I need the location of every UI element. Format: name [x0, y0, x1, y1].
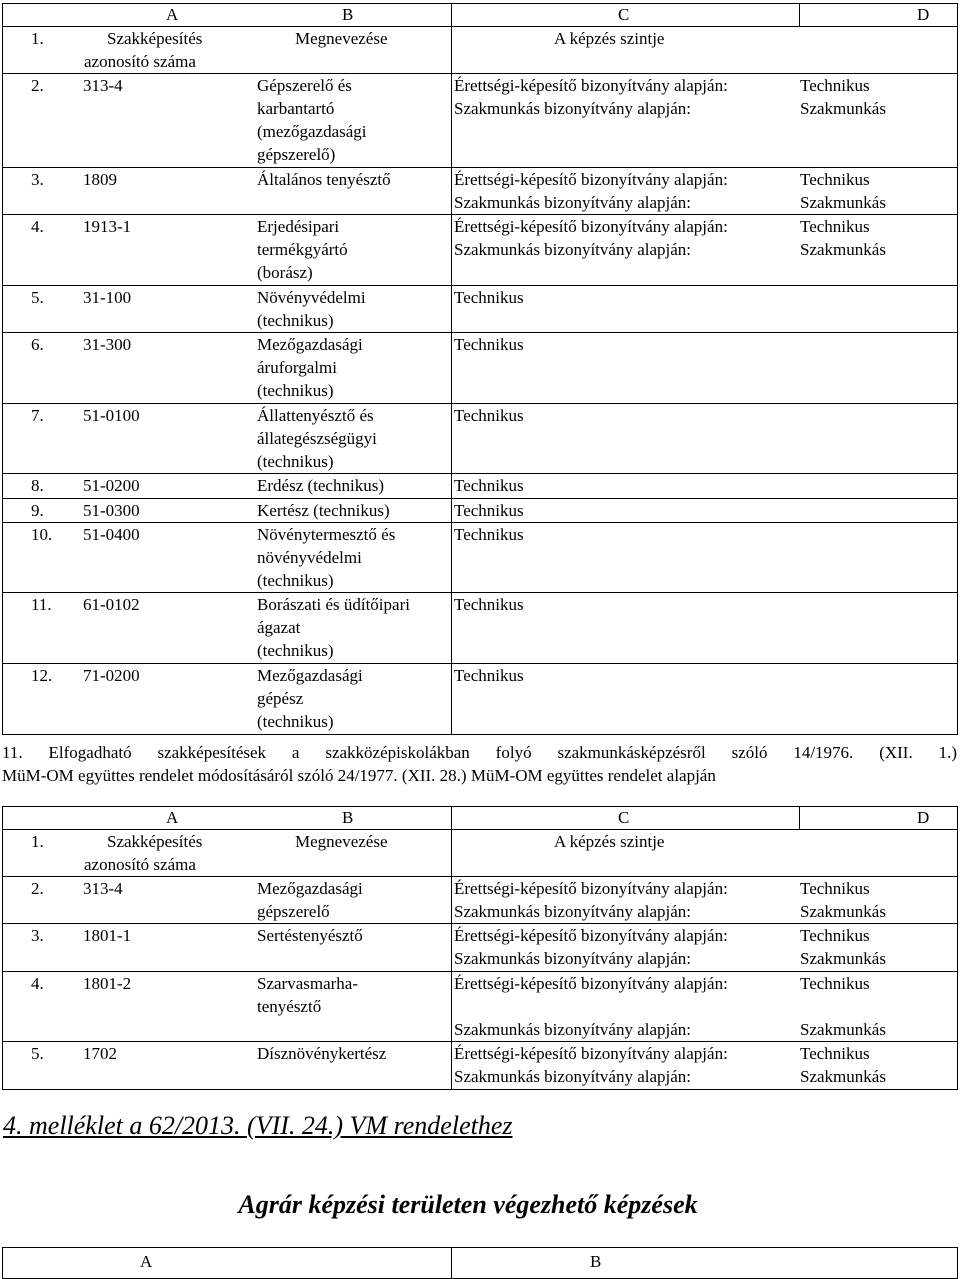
qualification-code: 31-100 — [83, 287, 132, 307]
level-basis: Szakmunkás bizonyítvány alapján: — [454, 99, 691, 118]
column-header-a: A — [140, 1252, 153, 1271]
section-paragraph — [2, 741, 957, 787]
qualification-name: Gépszerelő és — [257, 76, 352, 95]
section-title: Agrár képzési területen végezhető képzések — [238, 1190, 698, 1219]
qualification-code: 1801-2 — [83, 973, 132, 993]
paragraph-line-2: MüM-OM együttes rendelet módosításáról szóló 24/1977. (XII. 28.) MüM-OM együttes rendelet alapján — [2, 766, 716, 785]
qualification-name: Mezőgazdasági — [257, 665, 363, 685]
qualification-code: 1702 — [83, 1044, 117, 1064]
paragraph-line-1: 11. Elfogadható szakképesítések a szakközépiskolákban folyó szakmunkásképzésről szóló 14/1976. (XII. 1.) — [2, 743, 957, 762]
level-basis: Érettségi-képesítő bizonyítvány alapján: — [454, 926, 728, 946]
qualification-name: Sertéstenyésztő — [257, 926, 363, 946]
level-basis: Érettségi-képesítő bizonyítvány alapján: — [454, 76, 728, 95]
qualification-code: 51-0300 — [83, 500, 140, 520]
level-value: Technikus — [454, 665, 524, 685]
column-header-d: D — [917, 5, 930, 24]
row-number: 5. — [31, 287, 44, 307]
table-row — [3, 215, 958, 286]
level-value: Technikus — [800, 879, 870, 898]
table-row — [3, 498, 958, 522]
qualification-name: Állattenyésztő és — [257, 405, 374, 425]
row-number: 4. — [31, 217, 44, 237]
row-number: 5. — [31, 1044, 44, 1064]
qualification-code: 51-0100 — [83, 405, 140, 425]
column-header-b: B — [342, 5, 354, 24]
level-value: Szakmunkás — [800, 240, 886, 260]
level-value: Technikus — [800, 76, 870, 95]
qualification-name: (mezőgazdasági — [257, 122, 367, 141]
row-number: 4. — [31, 973, 44, 993]
column-letter-row — [3, 807, 958, 830]
qualification-name: Mezőgazdasági — [257, 879, 363, 898]
qualification-code: 313-4 — [83, 879, 123, 898]
header-name: Megnevezése — [295, 832, 388, 851]
table-row — [3, 1042, 958, 1089]
table-row — [3, 285, 958, 332]
level-value: Szakmunkás — [800, 1019, 886, 1039]
qualification-name: Mezőgazdasági — [257, 335, 363, 355]
qualification-code: 61-0102 — [83, 595, 140, 615]
column-header-b: B — [342, 808, 354, 827]
row-number: 3. — [31, 169, 44, 189]
header-name: Megnevezése — [295, 29, 388, 48]
qualification-name: Növényvédelmi — [257, 287, 366, 307]
row-number: 1. — [31, 832, 44, 851]
header-code-line1: Szakképesítés — [107, 832, 203, 851]
level-value: Technikus — [800, 217, 870, 237]
qualification-code: 71-0200 — [83, 665, 140, 685]
level-value: Technikus — [454, 595, 524, 615]
column-header-b: B — [590, 1252, 602, 1271]
level-value: Szakmunkás — [800, 902, 886, 921]
level-value: Technikus — [800, 1044, 870, 1064]
header-level: A képzés szintje — [554, 29, 665, 48]
table-row — [3, 877, 958, 924]
qualification-name: növényvédelmi — [257, 547, 362, 567]
qualification-code: 1913-1 — [83, 217, 132, 237]
qualification-name: (technikus) — [257, 451, 334, 471]
header-code-line1: Szakképesítés — [107, 29, 203, 48]
level-basis: Szakmunkás bizonyítvány alapján: — [454, 1067, 691, 1087]
qualification-name: (technikus) — [257, 711, 334, 731]
level-value: Technikus — [454, 405, 524, 425]
row-number: 9. — [31, 500, 44, 520]
row-number: 6. — [31, 335, 44, 355]
level-basis: Érettségi-képesítő bizonyítvány alapján: — [454, 1044, 728, 1064]
header-code-line2: azonosító száma — [84, 52, 196, 71]
level-value: Technikus — [454, 524, 524, 544]
qualification-name: karbantartó — [257, 99, 335, 118]
header-code-line2: azonosító száma — [84, 855, 196, 874]
qualification-name: tenyésztő — [257, 996, 322, 1016]
qualification-name: termékgyártó — [257, 240, 348, 260]
row-number: 1. — [31, 29, 44, 48]
table-row — [3, 971, 958, 1042]
row-number: 2. — [31, 879, 44, 898]
column-letter-row — [3, 1248, 958, 1279]
level-value: Szakmunkás — [800, 949, 886, 969]
level-basis: Érettségi-képesítő bizonyítvány alapján: — [454, 879, 728, 898]
table-header-row — [3, 27, 958, 74]
table-row — [3, 522, 958, 593]
level-basis: Szakmunkás bizonyítvány alapján: — [454, 1019, 691, 1039]
level-value: Technikus — [454, 476, 524, 496]
column-header-a: A — [166, 5, 179, 24]
table-1 — [2, 3, 958, 735]
qualification-name: áruforgalmi — [257, 358, 337, 378]
level-value: Technikus — [454, 500, 524, 520]
column-header-d: D — [917, 808, 930, 827]
column-header-a: A — [166, 808, 179, 827]
table-row — [3, 403, 958, 474]
level-basis: Érettségi-képesítő bizonyítvány alapján: — [454, 973, 728, 993]
qualification-code: 1809 — [83, 169, 117, 189]
qualification-name: gépszerelő — [257, 902, 330, 921]
qualification-name: Növénytermesztő és — [257, 524, 396, 544]
qualification-name: gépszerelő) — [257, 145, 336, 164]
table-row — [3, 333, 958, 404]
qualification-code: 51-0200 — [83, 476, 140, 496]
qualification-name: (technikus) — [257, 570, 334, 590]
level-basis: Szakmunkás bizonyítvány alapján: — [454, 192, 691, 212]
level-basis: Szakmunkás bizonyítvány alapján: — [454, 949, 691, 969]
level-value: Technikus — [454, 287, 524, 307]
qualification-name: (borász) — [257, 263, 313, 283]
row-number: 7. — [31, 405, 44, 425]
table-header-row — [3, 830, 958, 877]
row-number: 2. — [31, 76, 44, 95]
qualification-name: Erjedésipari — [257, 217, 340, 237]
table-row — [3, 593, 958, 664]
qualification-name: (technikus) — [257, 310, 334, 330]
level-value: Technikus — [454, 335, 524, 355]
table-row — [3, 924, 958, 971]
level-value: Technikus — [800, 973, 870, 993]
annex-heading: 4. melléklet a 62/2013. (VII. 24.) VM rendelethez — [3, 1111, 513, 1140]
qualification-name: gépész — [257, 688, 304, 708]
table-row — [3, 663, 958, 734]
column-header-c: C — [618, 5, 630, 24]
qualification-code: 1801-1 — [83, 926, 132, 946]
table-row — [3, 167, 958, 214]
qualification-name: ágazat — [257, 618, 301, 638]
table-row — [3, 474, 958, 498]
qualification-code: 51-0400 — [83, 524, 140, 544]
level-basis: Érettségi-képesítő bizonyítvány alapján: — [454, 217, 728, 237]
qualification-name: (technikus) — [257, 381, 334, 401]
qualification-name: Erdész (technikus) — [257, 476, 384, 496]
level-value: Szakmunkás — [800, 192, 886, 212]
qualification-name: állategészségügyi — [257, 428, 377, 448]
row-number: 8. — [31, 476, 44, 496]
row-number: 11. — [31, 595, 52, 615]
column-header-c: C — [618, 808, 630, 827]
row-number: 3. — [31, 926, 44, 946]
header-level: A képzés szintje — [554, 832, 665, 851]
qualification-name: Borászati és üdítőipari — [257, 595, 410, 615]
row-number: 10. — [31, 524, 53, 544]
qualification-name: (technikus) — [257, 641, 334, 661]
level-value: Szakmunkás — [800, 1067, 886, 1087]
qualification-name: Dísznövénykertész — [257, 1044, 387, 1064]
level-value: Technikus — [800, 169, 870, 189]
qualification-code: 313-4 — [83, 76, 123, 95]
level-basis: Érettségi-képesítő bizonyítvány alapján: — [454, 169, 728, 189]
level-basis: Szakmunkás bizonyítvány alapján: — [454, 240, 691, 260]
qualification-name: Szarvasmarha- — [257, 973, 359, 993]
level-value: Technikus — [800, 926, 870, 946]
qualification-code: 31-300 — [83, 335, 132, 355]
level-value: Szakmunkás — [800, 99, 886, 118]
level-basis: Szakmunkás bizonyítvány alapján: — [454, 902, 691, 921]
table-3 — [2, 1247, 958, 1279]
table-row — [3, 74, 958, 168]
column-letter-row — [3, 4, 958, 27]
qualification-name: Kertész (technikus) — [257, 500, 390, 520]
row-number: 12. — [31, 665, 53, 685]
qualification-name: Általános tenyésztő — [257, 169, 391, 189]
table-2 — [2, 806, 958, 1090]
